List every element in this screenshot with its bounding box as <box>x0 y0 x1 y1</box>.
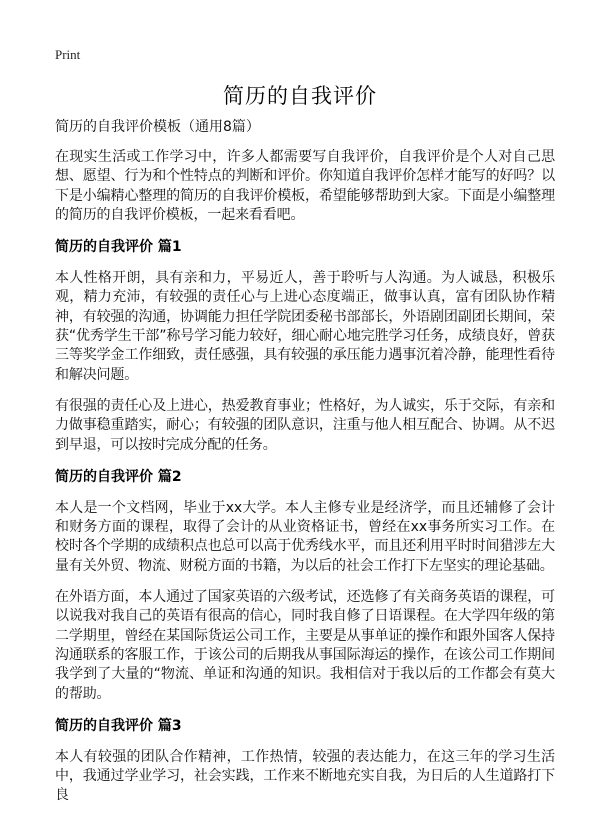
document-body <box>55 117 555 818</box>
document-subtitle: 简历的自我评价模板（通用8篇） <box>55 119 260 135</box>
section-heading-2: 简历的自我评价 篇2 <box>55 468 182 485</box>
section-heading-3: 简历的自我评价 篇3 <box>55 717 182 734</box>
page-title: 简历的自我评价 <box>223 84 377 108</box>
section-heading-1: 简历的自我评价 篇1 <box>55 239 182 256</box>
print-label: Print <box>55 47 81 62</box>
section-2-paragraph-2: 在外语方面，本人通过了国家英语的六级考试，还选修了有关商务英语的课程，可以说我对我自己的英语有很高的信心，同时我自修了日语课程。在大学四年级的第二学期里，曾经在某国际货运公司工作，主要是从事单证的操作和跟外国客人保持沟通联系的客服工作，于该公司的后期我从事国际海运的操作，在该公司工作期间我学到了大量的“物流、单证和沟通的知识。我相信对于我以后的工作都会有莫大的帮助。 <box>55 589 555 702</box>
section-3-paragraph-1: 本人有较强的团队合作精神，工作热情，较强的表达能力，在这三年的学习生活中，我通过学业学习，社会实践，工作来不断地充实自我，为日后的人生道路打下良 <box>55 748 555 804</box>
intro-paragraph: 在现实生活或工作学习中，许多人都需要写自我评价，自我评价是个人对自己思想、愿望、行为和个性特点的判断和评价。你知道自我评价怎样才能写的好吗？以下是小编精心整理的简历的自我评价模板，希望能够帮助到大家。下面是小编整理的简历的自我评价模板，一起来看看吧。 <box>55 149 555 223</box>
section-1-paragraph-2: 有很强的责任心及上进心，热爱教育事业；性格好，为人诚实，乐于交际，有亲和力做事稳重踏实，耐心；有较强的团队意识，注重与他人相互配合、协调。从不迟到早退，可以按时完成分配的任务。 <box>55 397 555 453</box>
section-1-paragraph-1: 本人性格开朗，具有亲和力，平易近人，善于聆听与人沟通。为人诚恳，积极乐观，精力充沛，有较强的责任心与上进心态度端正，做事认真，富有团队协作精神，有较强的沟通，协调能力担任学院团委秘书部部长，外语剧团副团长期间，荣获“优秀学生干部”称号学习能力较好，细心耐心地完胜学习任务，成绩良好，曾获三等奖学金工作细致，责任感强，具有较强的承压能力遇事沉着冷静，能理性看待和解决问题。 <box>55 270 555 383</box>
section-2-paragraph-1: 本人是一个文档网，毕业于xx大学。本人主修专业是经济学，而且还辅修了会计和财务方面的课程，取得了会计的从业资格证书，曾经在xx事务所实习工作。在校时各个学期的成绩积点也总可以高于优秀线水平，而且还利用平时时间猎涉左大量有关外贸、物流、财税方面的书籍，为以后的社会工作打下左坚实的理论基础。 <box>55 499 555 574</box>
